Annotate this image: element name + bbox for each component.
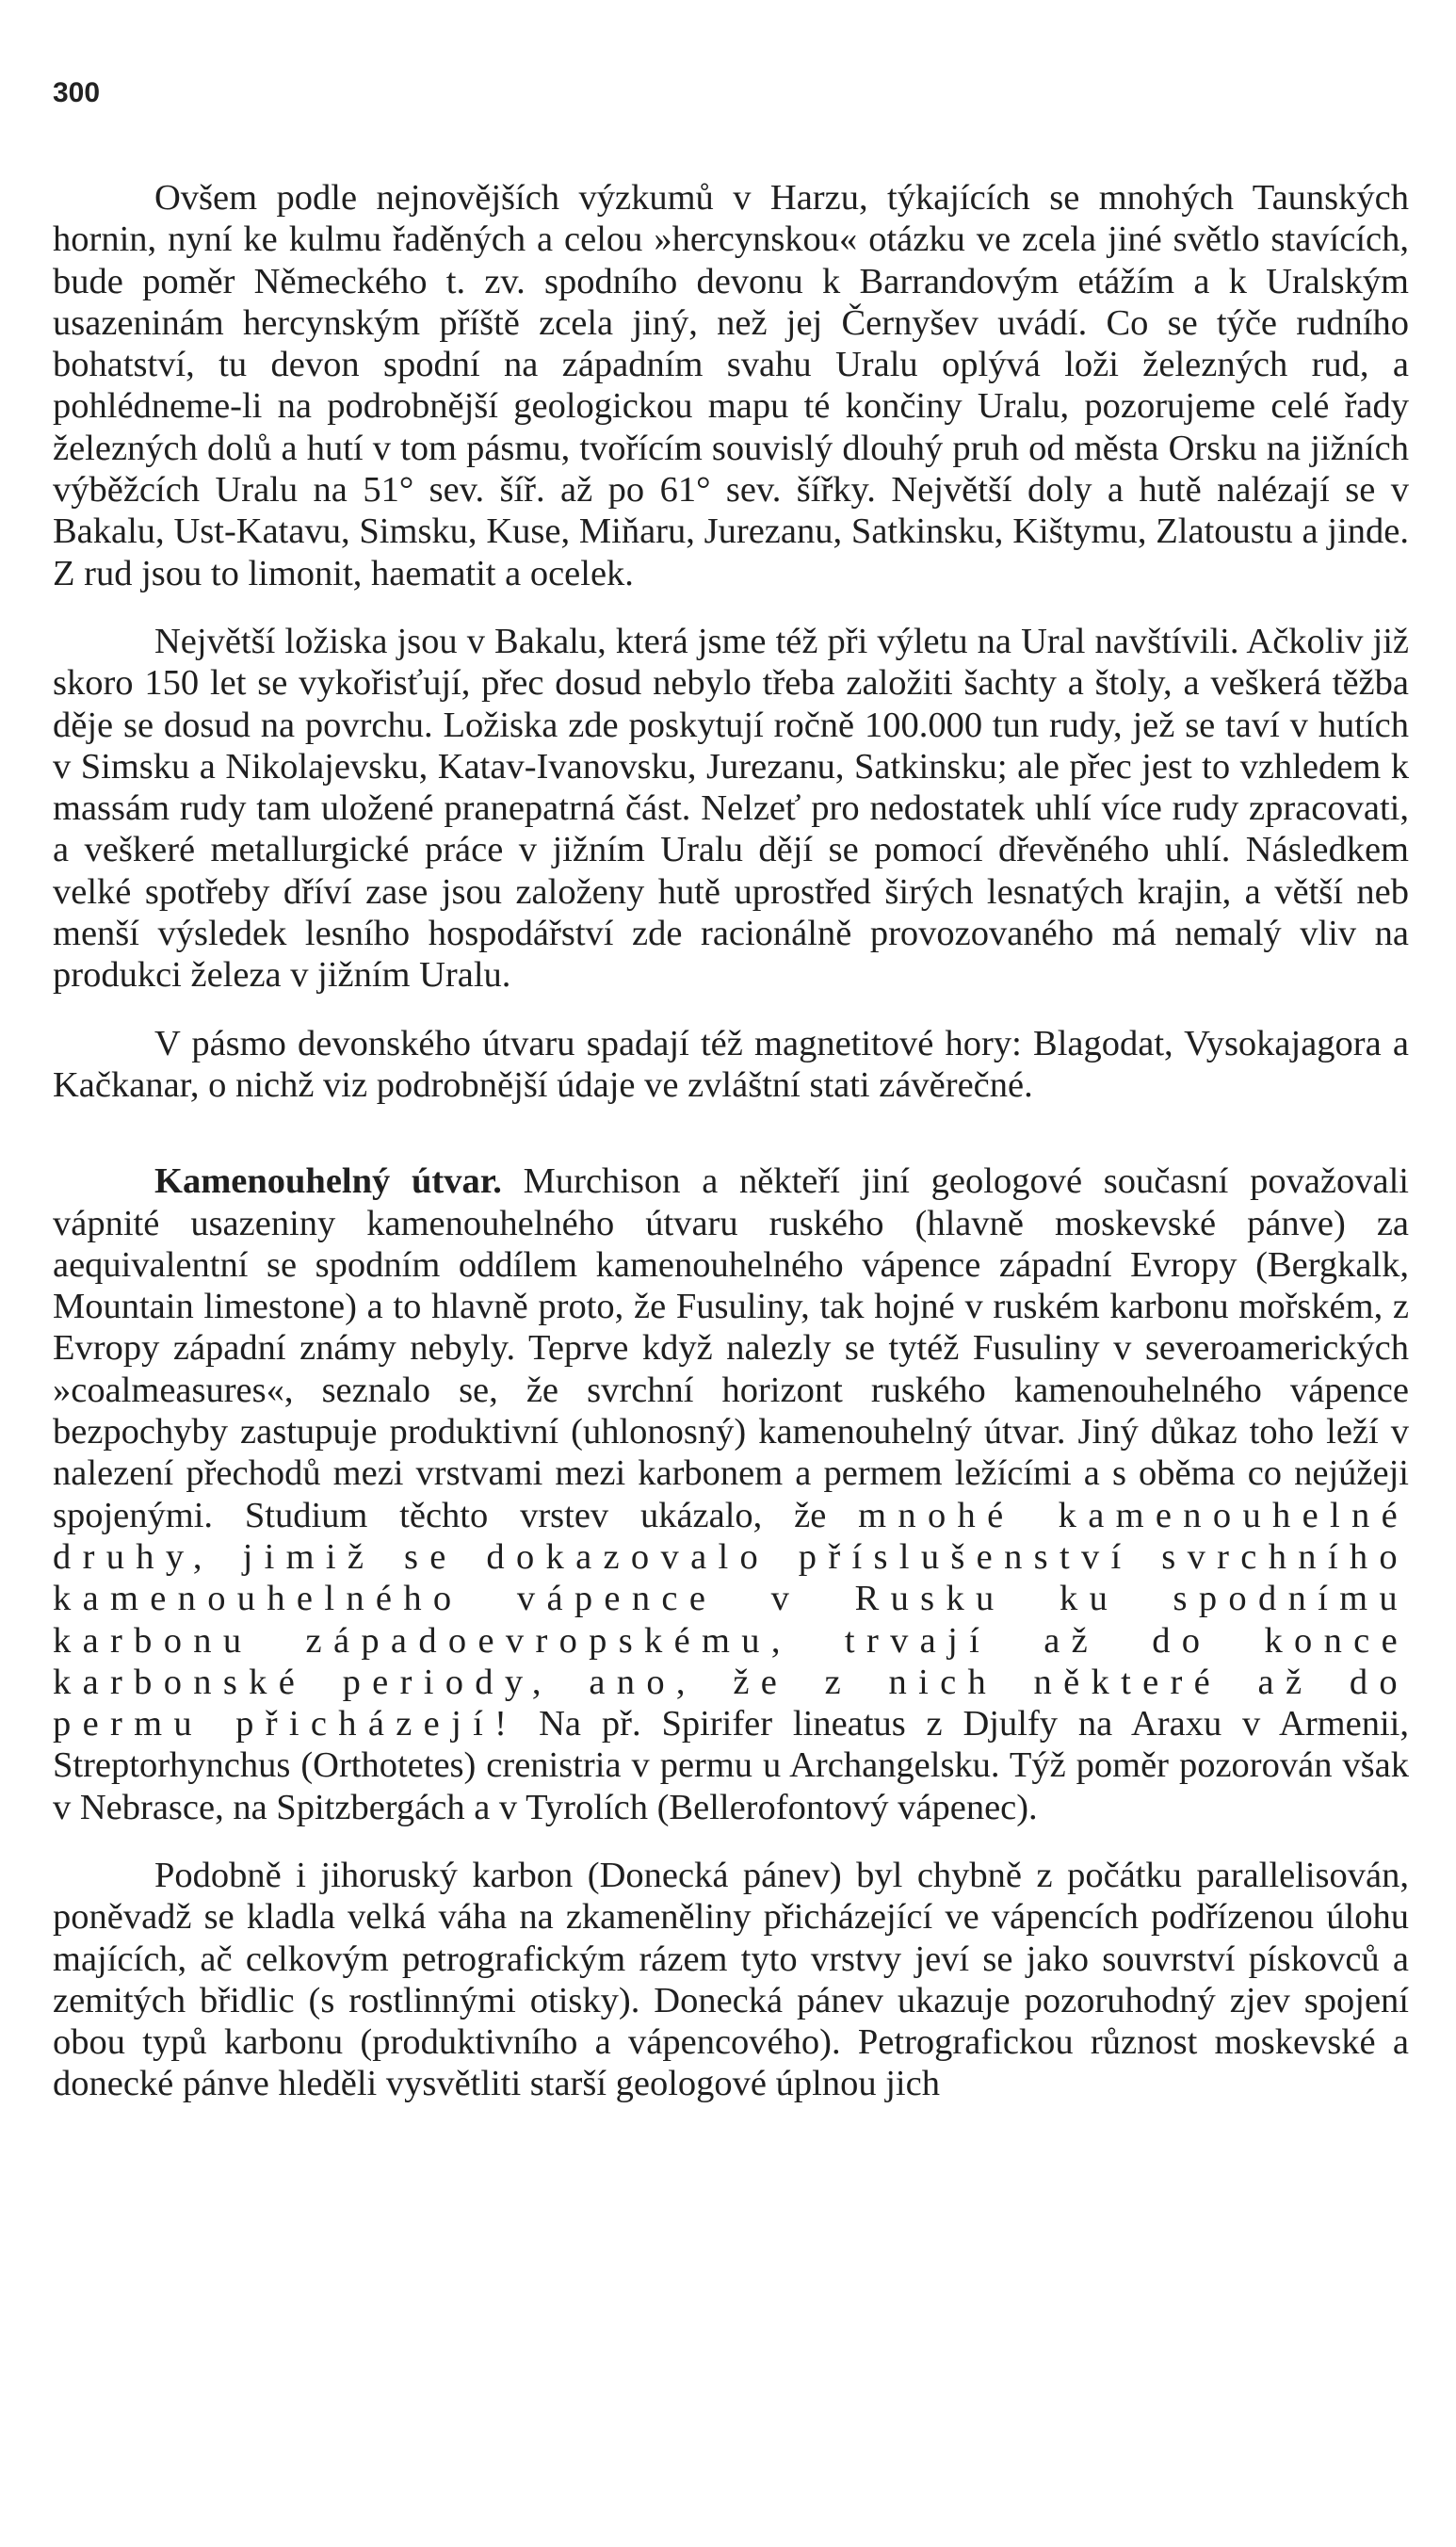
paragraph-bakal-deposits: Největší ložiska jsou v Bakalu, která jsme též při výletu na Ural navštívili. Ačkoliv již skoro 150 let se vykořisťují, přec dosud nebylo třeba založiti šachty a štoly, a veškerá těžba děje se dosud na povrchu. Ložiska zde poskytují ročně 100.000 tun rudy, jež se taví v hutích v Simsku a Nikolajevsku, Katav-Ivanovsku, Jurezanu, Satkinsku; ale přec jest to vzhledem k massám rudy tam uložené pranepatrná část. Nelzeť pro nedostatek uhlí více rudy zpracovati, a veškeré metallurgické práce v jižním Uralu dějí se pomocí dřevěného uhlí. Následkem velké spotřeby dříví zase jsou založeny hutě uprostřed širých lesnatých krajin, a větší neb menší výsledek lesního hospodářství zde racionálně provozovaného má nemalý vliv na produkci železa v jižním Uralu. — [53, 621, 1409, 996]
carboniferous-text-before: Murchison a někteří jiní geologové současní považovali vápnité usazeniny kamenouhelného útvaru ruského (hlavně moskevské pánve) za aequivalentní se spodním oddílem kamenouhelného vápence západní Evropy (Bergkalk, Mountain limestone) a to hlavně proto, že Fusuliny, tak hojné v ruském karbonu mořském, z Evropy západní známy nebyly. Teprve když nalezly se tytéž Fusuliny v severoamerických »coalmeasures«, seznalo se, že svrchní horizont ruského kamenouhelného vápence bezpochyby zastupuje produktivní (uhlonosný) kamenouhelný útvar. Jiný důkaz toho leží v nalezení přechodů mezi vrstvami mezi karbonem a permem ležícími a s oběma co nejúžeji spojenými. Studium těchto vrstev ukázalo, že — [53, 1161, 1409, 1535]
paragraph-harz-devon: Ovšem podle nejnovějších výzkumů v Harzu, týkajících se mnohých Taunských hornin, nyní ke kulmu řaděných a celou »hercynskou« otázku ve zcela jiné světlo stavících, bude poměr Německého t. zv. spodního devonu k Barrandovým etážím a k Uralským usazeninám hercynským příště zcela jiný, než jej Černyšev uvádí. Co se týče rudního bohatství, tu devon spodní na západním svahu Uralu oplývá loži železných rud, a pohlédneme-li na podrobnější geologickou mapu té končiny Uralu, pozorujeme celé řady železných dolů a hutí v tom pásmu, tvořícím souvislý dlouhý pruh od města Orsku na jižních výběžcích Uralu na 51° sev. šíř. až po 61° sev. šířky. Největší doly a hutě nalézají se v Bakalu, Ust-Katavu, Simsku, Kuse, Miňaru, Jurezanu, Satkinsku, Kištymu, Zlatoustu a jinde. Z rud jsou to limonit, haematit a ocelek. — [53, 178, 1409, 593]
page-number: 300 — [53, 77, 101, 108]
paragraph-donets-basin: Podobně i jihoruský karbon (Donecká pánev) byl chybně z počátku parallelisován, poněvadž se kladla velká váha na zkameněliny přicházející ve vápencích podřízenou úlohu majících, ač celkovým petrografickým rázem tyto vrstvy jeví se jako souvrství pískovců a zemitých břidlic (s rostlinnými otisky). Donecká pánev ukazuje pozoruhodný zjev spojení obou typů karbonu (produktivního a vápencového). Petrografickou různost moskevské a donecké pánve hleděli vysvětliti starší geologové úplnou jich — [53, 1855, 1409, 2104]
section-heading-carboniferous: Kamenouhelný útvar. — [154, 1161, 502, 1202]
paragraph-magnetite-mountains: V pásmo devonského útvaru spadají též magnetitové hory: Blagodat, Vysokajagora a Kačkanar, o nichž viz podrobnější údaje ve zvláštní stati závěrečné. — [53, 1023, 1409, 1105]
carboniferous-spaced-emphasis: mnohé kamenouhelné druhy, jimiž se dokazovalo příslušenství svrchního kamenouhelného vápence v Rusku ku spodnímu karbonu západoevropskému, trvají až do konce karbonské periody, ano, že z nich některé až do permu přicházejí! — [53, 1495, 1409, 1744]
paragraph-carboniferous — [53, 1160, 1409, 1828]
carboniferous-text-after: Na př. Spirifer lineatus z Djulfy na Araxu v Armenii, Streptorhynchus (Orthotetes) crenistria v permu u Archangelsku. Týž poměr pozorován však v Nebrasce, na Spitzbergách a v Tyrolích (Bellerofontový vápenec). — [53, 1704, 1409, 1827]
body-text — [53, 177, 1409, 2105]
